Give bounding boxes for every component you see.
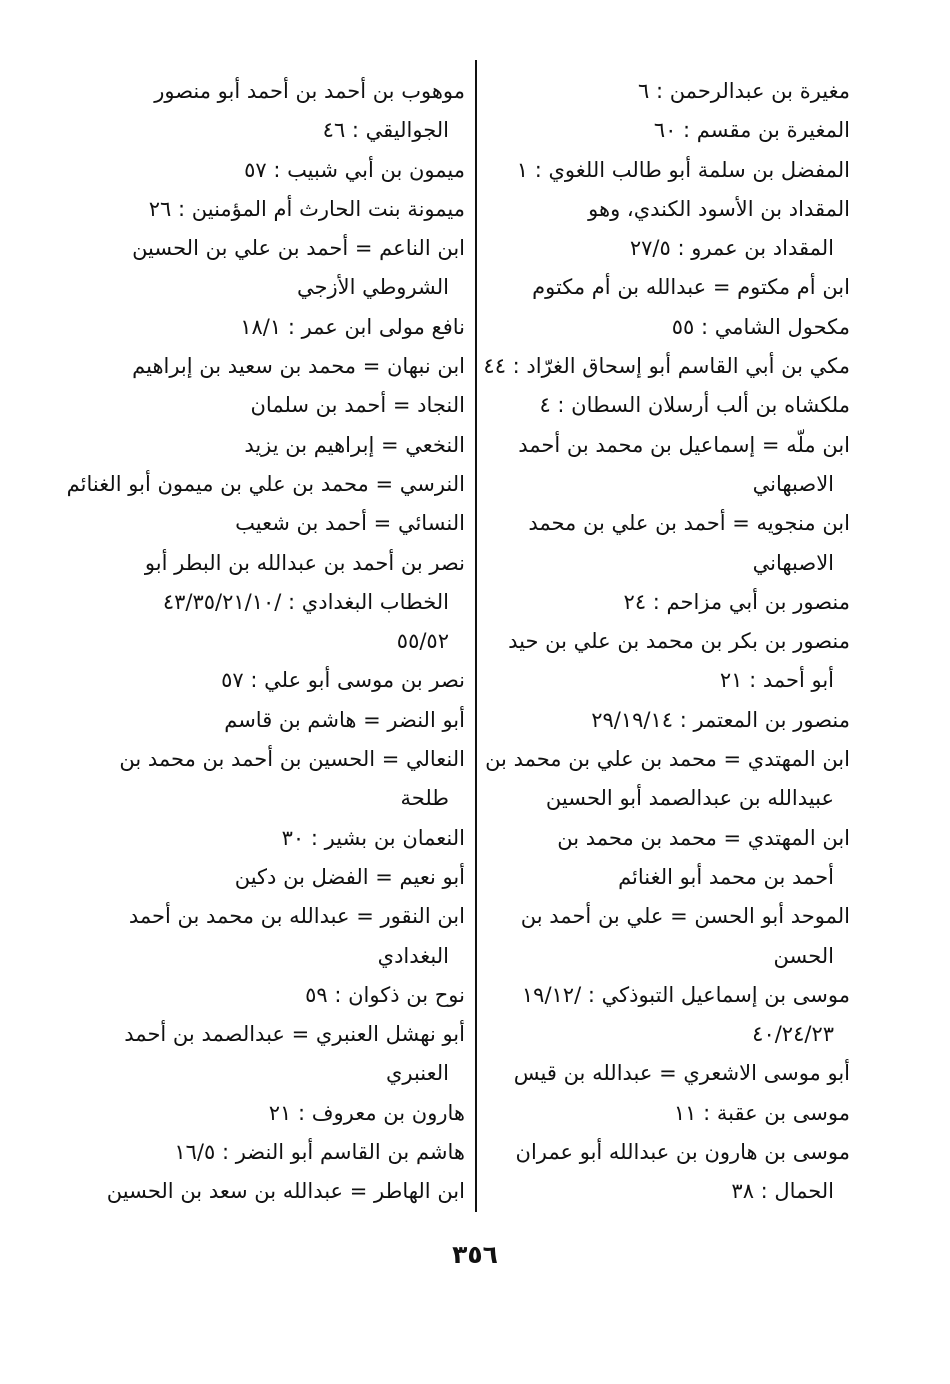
entry-line: مكحول الشامي : ٥٥ [671,314,850,339]
entry-line: ابن النقور = عبدالله بن محمد بن أحمد [128,904,465,929]
entry-line: النسائي = أحمد بن شعيب [235,511,465,536]
entry-line: هاشم بن القاسم أبو النضر : ١٦/٥ [174,1140,465,1165]
entry-line: منصور بن أبي مزاحم : ٢٤ [623,589,850,614]
entry-continuation-line: العنبري [385,1061,449,1086]
entry-line: الموحد أبو الحسن = علي بن أحمد بن [520,904,850,929]
entry-continuation-line: الشروطي الأزجي [296,275,449,300]
index-entry [100,386,465,425]
index-entry [485,111,850,150]
entry-continuation-line: المقداد بن عمرو : ٢٧/٥ [629,236,834,261]
index-entry [100,1172,465,1211]
entry-line: مكي بن أبي القاسم أبو إسحاق الغرّاد : ٤٤ [483,354,850,379]
index-entry [100,1094,465,1133]
index-entry [485,504,850,583]
index-entry [100,426,465,465]
index-entry [100,897,465,976]
entry-continuation-line: ٤٠/٢٤/٢٣ [752,1022,834,1047]
index-entry [100,819,465,858]
entry-line: أبو موسى الاشعري = عبدالله بن قيس [513,1061,850,1086]
entry-line: هارون بن معروف : ٢١ [268,1100,465,1125]
entry-line: النعمان بن بشير : ٣٠ [281,825,465,850]
entry-continuation-line: أحمد بن محمد أبو الغنائم [618,864,834,889]
index-entry [485,897,850,976]
entry-line: أبو النضر = هاشم بن قاسم [224,707,465,732]
index-entry [485,740,850,819]
entry-line: ابن المهتدي = محمد بن علي بن محمد بن [485,747,850,772]
entry-continuation-line: عبيدالله بن عبدالصمد أبو الحسين [545,786,834,811]
entry-line: ابن نبهان = محمد بن سعيد بن إبراهيم [132,354,465,379]
index-entry [100,544,465,662]
index-entry [100,976,465,1015]
entry-continuation-line: الاصبهاني [752,471,834,496]
index-entry [485,819,850,898]
entry-line: موسى بن إسماعيل التبوذكي : /١٩/١٢ [521,982,850,1007]
entry-line: ملكشاه بن ألب أرسلان السطان : ٤ [539,393,850,418]
entry-line: مغيرة بن عبدالرحمن : ٦ [637,79,850,103]
entry-line: النخعي = إبراهيم بن يزيد [244,432,465,457]
index-entry [100,151,465,190]
index-entry [485,190,850,269]
entry-continuation-line: البغدادي [377,943,449,968]
entry-line: المقداد بن الأسود الكندي، وهو [588,196,850,221]
entry-line: نوح بن ذكوان : ٥٩ [305,982,465,1007]
entry-line: ابن الهاطر = عبدالله بن سعد بن الحسين [106,1179,465,1204]
entry-line: ابن منجويه = أحمد بن علي بن محمد [528,511,850,536]
index-entry [66,465,465,504]
entry-continuation-line: الجواليقي : ٤٦ [322,118,449,143]
entry-line: ميمونة بنت الحارث أم المؤمنين : ٢٦ [148,196,465,221]
index-entry [485,151,850,190]
index-entry [485,701,850,740]
index-entry [100,72,465,151]
entry-continuation-line: الاصبهاني [752,550,834,575]
index-entry [100,858,465,897]
entry-continuation-line: ٥٥/٥٢ [396,629,449,654]
index-entry [485,268,850,307]
index-entry [100,740,465,819]
entry-line: منصور بن بكر بن محمد بن علي بن حيد [508,629,850,654]
entry-line: موسى بن عقبة : ١١ [673,1100,850,1125]
right-column [485,72,850,1212]
index-entry [485,622,850,701]
index-entry [485,72,850,111]
entry-continuation-line: أبو أحمد : ٢١ [719,668,834,693]
index-entry [100,701,465,740]
entry-line: المفضل بن سلمة أبو طالب اللغوي : ١ [516,157,850,182]
index-entry [100,308,465,347]
entry-line: المغيرة بن مقسم : ٦٠ [653,118,850,143]
entry-line: أبو نعيم = الفضل بن دكين [234,864,465,889]
index-entry [485,1054,850,1093]
index-entry [485,426,850,505]
column-divider [475,60,477,1212]
index-entry [100,229,465,308]
page-number: ٣٥٦ [452,1240,498,1269]
entry-line: منصور بن المعتمر : ٢٩/١٩/١٤ [591,707,850,732]
entry-line: نافع مولى ابن عمر : ١٨/١ [240,314,465,339]
entry-line: النعالي = الحسين بن أحمد بن محمد بن [119,747,465,772]
index-entry [485,1133,850,1212]
index-entry [100,661,465,700]
entry-line: ابن المهتدي = محمد بن محمد بن [557,825,850,850]
entry-continuation-line: الحسن [773,943,834,968]
index-entry [100,504,465,543]
entry-line: النرسي = محمد بن علي بن ميمون أبو الغنائم [66,471,465,496]
left-column [66,72,465,1212]
entry-continuation-line: طلحة [400,786,449,811]
index-entry [485,308,850,347]
entry-line: النجاد = أحمد بن سلمان [250,393,465,418]
index-entry [485,347,850,386]
index-entry [100,1015,465,1094]
entry-line: نصر بن موسى أبو علي : ٥٧ [221,668,465,693]
entry-line: ابن ملّه = إسماعيل بن محمد بن أحمد [518,432,850,457]
entry-continuation-line: الحمال : ٣٨ [731,1179,834,1204]
entry-line: ميمون بن أبي شبيب : ٥٧ [244,157,465,182]
index-entry [485,386,850,425]
index-entry [100,1133,465,1172]
index-entry [100,190,465,229]
index-entry [485,1094,850,1133]
index-entry [100,347,465,386]
entry-line: موهوب بن أحمد بن أحمد أبو منصور [154,79,465,103]
entry-continuation-line: الخطاب البغدادي : /٤٣/٣٥/٢١/١٠ [162,589,449,614]
entry-line: ابن الناعم = أحمد بن علي بن الحسين [132,236,465,261]
entry-line: ابن أم مكتوم = عبدالله بن أم مكتوم [532,275,850,300]
entry-line: أبو نهشل العنبري = عبدالصمد بن أحمد [124,1022,465,1047]
entry-line: نصر بن أحمد بن عبدالله بن البطر أبو [144,550,465,575]
index-entry [485,583,850,622]
entry-line: موسى بن هارون بن عبدالله أبو عمران [515,1140,850,1165]
index-entry [485,976,850,1055]
